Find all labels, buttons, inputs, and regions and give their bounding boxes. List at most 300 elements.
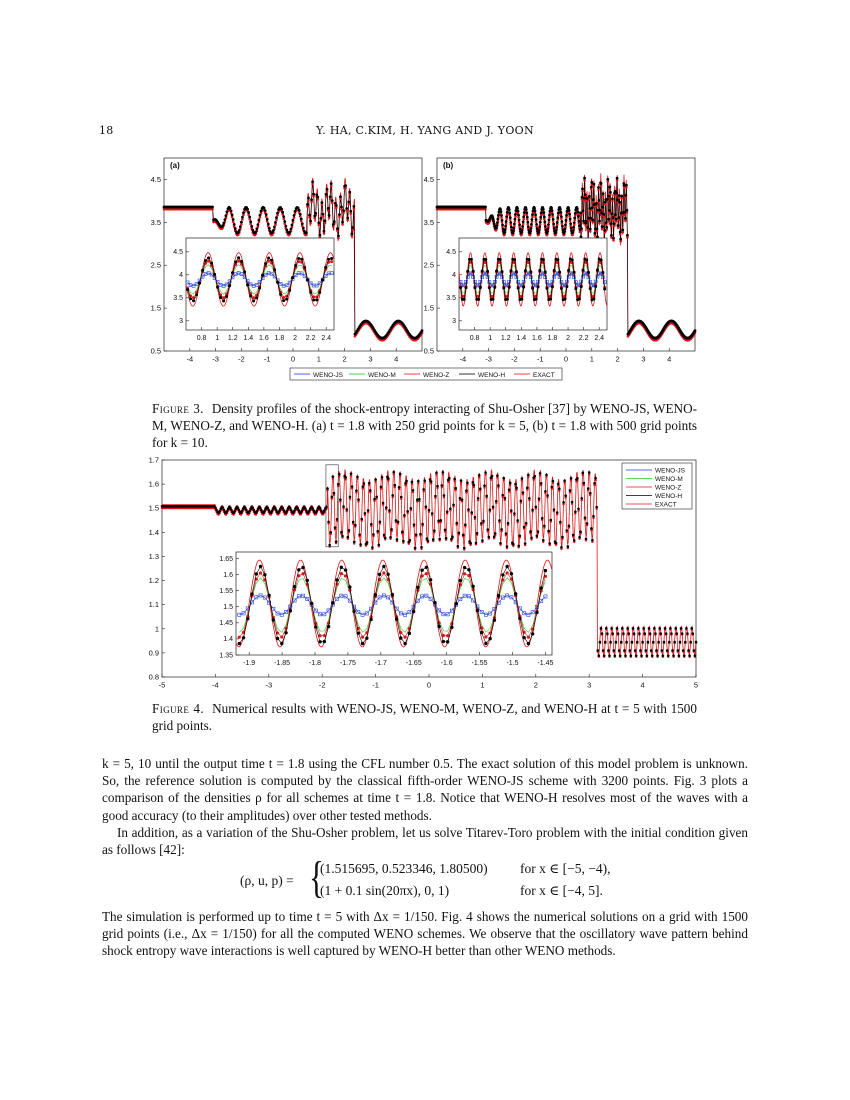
- fig4-weno-h-point: [304, 507, 307, 510]
- fig4-weno-h-point: [620, 641, 623, 644]
- fig4-inset-weno-h-point: [527, 642, 530, 645]
- fig4-weno-h-point: [580, 497, 583, 500]
- paragraph-1: k = 5, 10 until the output time t = 1.8 using the CFL number 0.5. The exact solution of this model problem is unknown. So, the reference solution is computed by the classical fifth-order WENO-JS scheme with 3200 points. Fig. 3 plots a comparison of the densities ρ for all schemes at time t = 1.8. Notice that WENO-H resolves most of the waves with a good accuracy (to their amplitudes) over other tested methods.: [102, 756, 748, 823]
- fig4-weno-h-point: [326, 487, 329, 490]
- fig4-weno-h-point: [263, 510, 266, 513]
- fig4-inset-weno-z-point: [425, 572, 428, 575]
- fig3a-inset-xtick-label: 1.8: [274, 335, 285, 342]
- fig4-weno-h-point: [555, 542, 558, 545]
- fig4-weno-h-point: [507, 522, 510, 525]
- fig4-weno-h-point: [481, 539, 484, 542]
- fig4-weno-h-point: [508, 488, 511, 491]
- fig4-weno-h-point: [400, 496, 403, 499]
- fig4-weno-h-point: [614, 654, 617, 657]
- fig4-inset-ytick-label: 1.65: [219, 555, 233, 563]
- fig4-weno-h-point: [323, 509, 326, 512]
- running-head: Y. HA, C.KIM, H. YANG AND J. YOON: [316, 124, 534, 137]
- fig4-weno-h-point: [482, 520, 485, 523]
- fig4-weno-h-point: [348, 529, 351, 532]
- fig4-inset-weno-h-point: [391, 593, 394, 596]
- fig4-weno-h-point: [603, 654, 606, 657]
- fig4-inset-xtick-label: -1.55: [471, 660, 488, 667]
- fig4-inset-xtick-label: -1.85: [274, 660, 291, 667]
- fig4-inset-weno-h-point: [505, 565, 508, 568]
- fig4-weno-h-point: [530, 537, 533, 540]
- fig4-weno-h-point: [587, 487, 590, 490]
- fig4-inset-weno-h-point: [484, 642, 487, 645]
- fig3a-ytick-label: 3.5: [150, 217, 161, 227]
- fig4-weno-h-point: [404, 482, 407, 485]
- fig4-inset-weno-h-point: [284, 631, 287, 634]
- fig4-weno-h-point: [658, 627, 661, 630]
- fig4-weno-h-point: [631, 641, 634, 644]
- fig4-weno-h-point: [504, 497, 507, 500]
- fig4-inset-weno-h-point: [374, 593, 377, 596]
- fig4-weno-h-point: [479, 488, 482, 491]
- fig4-weno-h-point: [665, 632, 668, 635]
- fig4-weno-h-point: [406, 510, 409, 513]
- fig4-weno-h-point: [516, 519, 519, 522]
- fig4-weno-h-point: [648, 627, 651, 630]
- initial-condition-equation: [240, 853, 640, 902]
- fig4-weno-h-point: [608, 654, 611, 657]
- fig3b-xtick-label: 4: [667, 354, 672, 364]
- fig4-weno-h-point: [638, 632, 641, 635]
- fig4-weno-h-point: [395, 519, 398, 522]
- fig4-weno-h-point: [316, 509, 319, 512]
- fig4-weno-h-point: [661, 649, 664, 652]
- fig4-weno-h-point: [595, 506, 598, 509]
- fig4-weno-h-point: [607, 649, 610, 652]
- equation-lhs: (ρ, u, p) =: [240, 873, 294, 888]
- fig4-inset-weno-h-point: [450, 626, 453, 629]
- fig4-inset-weno-h-point: [301, 566, 304, 569]
- fig4-weno-h-point: [596, 649, 599, 652]
- fig4-weno-h-point: [467, 508, 470, 511]
- fig4-inset-weno-z-point: [506, 571, 509, 574]
- fig4-weno-h-point: [525, 522, 528, 525]
- fig4-weno-h-point: [369, 489, 372, 492]
- fig4-weno-h-point: [259, 507, 262, 510]
- fig3a-ytick-label: 4.5: [150, 174, 161, 184]
- fig4-weno-h-point: [539, 472, 542, 475]
- fig4-weno-h-point: [495, 500, 498, 503]
- fig4-inset-weno-z-point: [293, 588, 296, 591]
- fig4-inset-weno-h-point: [335, 578, 338, 581]
- fig4-weno-h-point: [382, 502, 385, 505]
- fig4-weno-h-point: [226, 510, 229, 513]
- fig4-inset-weno-h-point: [242, 636, 245, 639]
- fig4-weno-h-point: [375, 495, 378, 498]
- fig4-weno-h-point: [513, 512, 516, 515]
- fig4-xtick-label: 1: [480, 680, 485, 690]
- fig4-weno-h-point: [371, 546, 374, 549]
- fig4-weno-h-point: [301, 510, 304, 513]
- fig4-weno-h-point: [569, 489, 572, 492]
- fig4-weno-h-point: [432, 538, 435, 541]
- fig3b-xtick-label: 1: [589, 354, 594, 364]
- fig4-weno-h-point: [443, 494, 446, 497]
- figure-3-legend-label: EXACT: [533, 372, 555, 379]
- fig4-inset-ytick-label: 1.6: [223, 571, 233, 579]
- fig4-weno-h-point: [647, 641, 650, 644]
- fig4-weno-h-point: [549, 519, 552, 522]
- fig4-weno-h-point: [541, 517, 544, 520]
- fig4-weno-h-point: [455, 522, 458, 525]
- fig4-weno-h-point: [559, 521, 562, 524]
- fig4-inset-ytick-label: 1.35: [219, 652, 233, 660]
- fig4-weno-h-point: [476, 532, 479, 535]
- fig4-weno-h-point: [457, 545, 460, 548]
- fig3a-inset-xtick-label: 1: [215, 335, 220, 342]
- fig4-inset-weno-h-point: [480, 631, 483, 634]
- fig4-weno-h-point: [586, 522, 589, 525]
- fig4-weno-h-point: [399, 473, 402, 476]
- fig4-inset-weno-z-point: [404, 636, 407, 639]
- fig4-weno-h-point: [370, 523, 373, 526]
- fig4-weno-h-point: [486, 528, 489, 531]
- fig3b-inset-ytick-label: 4.5: [446, 249, 456, 257]
- fig4-weno-h-point: [442, 471, 445, 474]
- fig3b-inset-xtick-label: 1.4: [516, 335, 527, 342]
- fig4-weno-h-point: [311, 507, 314, 510]
- equation-brace: {: [309, 853, 324, 902]
- fig4-weno-h-point: [366, 541, 369, 544]
- fig4-inset-weno-z-point: [527, 636, 530, 639]
- fig4-weno-h-point: [664, 627, 667, 630]
- fig4-weno-h-point: [536, 535, 539, 538]
- fig4-weno-h-point: [624, 654, 627, 657]
- fig4-weno-h-point: [576, 477, 579, 480]
- fig4-inset-weno-h-point: [331, 601, 334, 604]
- fig3b-inset-xtick-label: 1: [488, 335, 493, 342]
- figure-3-legend-label: WENO-Z: [423, 372, 450, 379]
- fig4-inset-weno-h-point: [403, 642, 406, 645]
- fig4-xtick-label: 3: [587, 680, 592, 690]
- fig4-weno-h-point: [522, 491, 525, 494]
- fig4-weno-h-point: [688, 654, 691, 657]
- fig4-inset-weno-h-point: [357, 631, 360, 634]
- fig4-inset-weno-h-point: [535, 611, 538, 614]
- fig4-weno-h-point: [577, 508, 580, 511]
- fig4-weno-h-point: [501, 494, 504, 497]
- fig4-weno-h-point: [600, 627, 603, 630]
- fig4-weno-h-point: [434, 495, 437, 498]
- fig4-weno-h-point: [351, 485, 354, 488]
- fig4-weno-h-point: [380, 486, 383, 489]
- fig4-inset-weno-z-point: [472, 588, 475, 591]
- fig4-weno-h-point: [562, 501, 565, 504]
- fig4-weno-h-point: [611, 632, 614, 635]
- fig4-weno-h-point: [417, 480, 420, 483]
- fig4-weno-h-point: [505, 532, 508, 535]
- fig4-weno-h-point: [397, 521, 400, 524]
- fig4-weno-h-point: [423, 479, 426, 482]
- fig3a-xtick-label: -1: [263, 354, 271, 364]
- fig4-weno-h-point: [548, 542, 551, 545]
- fig4-weno-h-point: [471, 481, 474, 484]
- fig4-inset-weno-h-point: [446, 640, 449, 643]
- fig4-weno-h-point: [497, 484, 500, 487]
- fig4-weno-h-point: [494, 532, 497, 535]
- fig4-weno-h-point: [561, 536, 564, 539]
- fig4-weno-h-point: [621, 627, 624, 630]
- fig4-weno-h-point: [547, 530, 550, 533]
- fig4-weno-h-point: [510, 509, 513, 512]
- fig4-weno-h-point: [543, 524, 546, 527]
- fig4-weno-h-point: [560, 546, 563, 549]
- fig4-weno-h-point: [230, 509, 233, 512]
- fig4-weno-h-point: [653, 627, 656, 630]
- fig4-weno-h-point: [238, 509, 241, 512]
- fig4-weno-h-point: [633, 632, 636, 635]
- body-text-lower: [102, 908, 748, 960]
- fig4-weno-h-point: [378, 543, 381, 546]
- figure-3-legend-label: WENO-H: [478, 372, 506, 379]
- fig4-inset-weno-h-point: [471, 585, 474, 588]
- fig4-weno-h-point: [518, 535, 521, 538]
- fig4-weno-h-point: [274, 507, 277, 510]
- fig4-inset-ytick-label: 1.55: [219, 587, 233, 595]
- fig4-weno-h-point: [571, 501, 574, 504]
- fig4-weno-h-point: [381, 476, 384, 479]
- fig4-weno-h-point: [690, 627, 693, 630]
- fig4-inset-weno-h-point: [259, 565, 262, 568]
- fig4-weno-h-point: [339, 498, 342, 501]
- fig4-inset-weno-h-point: [408, 632, 411, 635]
- fig4-inset-weno-h-point: [365, 637, 368, 640]
- fig4-weno-h-point: [601, 632, 604, 635]
- fig4-weno-h-point: [356, 476, 359, 479]
- fig4-weno-h-point: [639, 649, 642, 652]
- fig4-weno-h-point: [557, 483, 560, 486]
- equation-condition-2: for x ∈ [−4, 5].: [520, 883, 603, 898]
- fig4-weno-h-point: [602, 649, 605, 652]
- fig4-inset-weno-h-point: [255, 572, 258, 575]
- fig4-weno-h-point: [617, 632, 620, 635]
- fig4-xtick-label: -2: [318, 680, 326, 690]
- figure-3-legend-label: WENO-JS: [313, 372, 343, 379]
- fig4-inset-weno-h-point: [250, 592, 253, 595]
- fig4-inset-ytick-label: 1.45: [219, 620, 233, 628]
- fig4-weno-h-point: [405, 480, 408, 483]
- fig4-weno-h-point: [333, 492, 336, 495]
- fig4-weno-h-point: [354, 524, 357, 527]
- fig4-weno-h-point: [446, 510, 449, 513]
- fig4-inset-weno-h-point: [501, 573, 504, 576]
- fig4-weno-h-point: [533, 475, 536, 478]
- fig4-weno-h-point: [469, 542, 472, 545]
- figure-3-legend-label: WENO-M: [368, 372, 396, 379]
- fig4-weno-h-point: [584, 516, 587, 519]
- fig4-inset-weno-h-point: [454, 602, 457, 605]
- fig4-weno-h-point: [509, 482, 512, 485]
- figure-4-legend-label: EXACT: [655, 501, 677, 509]
- fig4-weno-h-point: [408, 539, 411, 542]
- fig4-weno-h-point: [349, 496, 352, 499]
- fig4-weno-h-point: [563, 480, 566, 483]
- fig4-weno-h-point: [592, 515, 595, 518]
- fig3b-xtick-label: 2: [615, 354, 620, 364]
- fig4-weno-h-point: [331, 496, 334, 499]
- fig4-weno-h-point: [683, 654, 686, 657]
- fig4-weno-h-point: [475, 541, 478, 544]
- fig4-weno-h-point: [492, 506, 495, 509]
- fig3a-inset-xtick-label: 2: [293, 335, 298, 342]
- fig4-weno-h-point: [674, 627, 677, 630]
- fig3a-xtick-label: 0: [290, 354, 296, 364]
- fig4-weno-h-point: [623, 649, 626, 652]
- fig4-xtick-label: 4: [640, 680, 645, 690]
- fig4-inset-weno-h-point: [514, 592, 517, 595]
- fig4-weno-h-point: [689, 641, 692, 644]
- fig4-weno-h-point: [590, 527, 593, 530]
- page-number: 18: [99, 124, 114, 137]
- figure-3-caption-text: Density profiles of the shock-entropy interacting of Shu-Osher [37] by WENO-JS, WENO-M, WENO-Z, and WENO-H. (a) t = 1.8 with 250 grid points for k = 5, (b) t = 1.8 with 500 grid points for k = 10.: [152, 401, 697, 450]
- fig4-inset-weno-h-point: [238, 642, 241, 645]
- fig4-weno-h-point: [334, 526, 337, 529]
- fig4-weno-h-point: [308, 509, 311, 512]
- fig4-inset-xtick-label: -1.7: [374, 660, 387, 667]
- fig4-weno-h-point: [410, 507, 413, 510]
- fig4-inset-ytick-label: 1.4: [223, 636, 233, 644]
- fig4-inset-weno-h-point: [297, 568, 300, 571]
- fig4-inset-weno-h-point: [510, 572, 513, 575]
- fig4-weno-h-point: [347, 536, 350, 539]
- fig4-weno-h-point: [695, 641, 698, 644]
- fig3b-ytick-label: 4.5: [423, 174, 434, 184]
- fig4-weno-h-point: [694, 654, 697, 657]
- fig4-weno-h-point: [435, 472, 438, 475]
- fig4-inset-weno-z-point: [463, 572, 466, 575]
- fig4-weno-h-point: [655, 649, 658, 652]
- fig4-weno-h-point: [615, 641, 618, 644]
- fig4-weno-h-point: [627, 632, 630, 635]
- figure-4-legend-label: WENO-Z: [655, 484, 682, 492]
- fig3a-inset-ytick-label: 3.5: [173, 295, 183, 303]
- fig4-inset-weno-h-point: [467, 568, 470, 571]
- fig4-weno-h-point: [367, 509, 370, 512]
- fig4-weno-h-point: [668, 641, 671, 644]
- fig4-weno-h-point: [439, 519, 442, 522]
- fig4-weno-h-point: [327, 520, 330, 523]
- fig4-ytick-label: 1.5: [148, 503, 159, 513]
- fig3b-xtick-label: 0: [563, 354, 569, 364]
- fig4-weno-h-point: [672, 654, 675, 657]
- fig4-weno-h-point: [656, 654, 659, 657]
- fig4-weno-h-point: [523, 526, 526, 529]
- fig4-weno-h-point: [679, 641, 682, 644]
- fig4-weno-h-point: [567, 545, 570, 548]
- fig4-inset-weno-h-point: [420, 569, 423, 572]
- fig4-weno-h-point: [448, 477, 451, 480]
- fig4-weno-h-point: [296, 507, 299, 510]
- fig4-weno-h-point: [445, 537, 448, 540]
- fig4-weno-h-point: [462, 534, 465, 537]
- fig4-weno-h-point: [685, 627, 688, 630]
- fig4-weno-h-point: [396, 538, 399, 541]
- fig4-inset-weno-h-point: [352, 610, 355, 613]
- fig4-weno-h-point: [598, 654, 601, 657]
- fig4-weno-h-point: [626, 627, 629, 630]
- paragraph-3: The simulation is performed up to time t = 5 with Δx = 1/150. Fig. 4 shows the numerical solutions on a grid with 1500 grid points (i.e., Δx = 1/150) for all the computed WENO schemes. We observe that the oscillatory wave pattern behind shock entropy wave interactions is well captured by WENO-H better than other WENO methods.: [102, 909, 748, 959]
- fig4-weno-h-point: [458, 532, 461, 535]
- fig4-weno-h-point: [529, 530, 532, 533]
- fig4-weno-h-point: [385, 506, 388, 509]
- fig4-weno-h-point: [588, 471, 591, 474]
- fig4-weno-h-point: [229, 506, 232, 509]
- fig4-weno-h-point: [401, 531, 404, 534]
- fig4-weno-h-point: [645, 649, 648, 652]
- fig4-weno-h-point: [654, 632, 657, 635]
- fig4-xtick-label: -5: [158, 680, 166, 690]
- fig4-weno-h-point: [485, 495, 488, 498]
- fig4-weno-h-point: [558, 487, 561, 490]
- fig4-weno-h-point: [637, 627, 640, 630]
- fig4-inset-weno-h-point: [246, 617, 249, 620]
- fig4-weno-h-point: [319, 507, 322, 510]
- fig4-weno-h-point: [449, 507, 452, 510]
- fig4-weno-h-point: [450, 538, 453, 541]
- fig4-inset-weno-h-point: [318, 640, 321, 643]
- fig4-inset-weno-h-point: [369, 618, 372, 621]
- fig4-weno-h-point: [390, 528, 393, 531]
- fig3a-xtick-label: -3: [212, 354, 219, 364]
- fig3b-panel-label: (b): [443, 161, 454, 170]
- fig4-weno-h-point: [564, 494, 567, 497]
- figure-4-legend-label: WENO-JS: [655, 467, 685, 475]
- fig3b-ytick-label: 1.5: [423, 303, 434, 313]
- fig3a-panel-label: (a): [170, 161, 180, 170]
- fig4-inset-xtick-label: -1.8: [308, 660, 322, 667]
- fig3a-inset-ytick-label: 4: [179, 272, 183, 280]
- fig4-ytick-label: 1.4: [148, 527, 159, 537]
- fig3b-ytick-label: 0.5: [423, 346, 434, 356]
- fig4-weno-h-point: [251, 507, 254, 510]
- fig4-weno-h-point: [535, 505, 538, 508]
- fig4-weno-h-point: [666, 649, 669, 652]
- fig4-weno-h-point: [222, 506, 225, 509]
- fig4-weno-h-point: [551, 486, 554, 489]
- fig4-weno-h-point: [650, 649, 653, 652]
- fig4-weno-h-point: [491, 475, 494, 478]
- fig3a-inset-xtick-label: 1.6: [259, 335, 269, 342]
- fig4-weno-h-point: [663, 641, 666, 644]
- fig4-weno-h-point: [521, 477, 524, 480]
- fig4-weno-h-point: [360, 518, 363, 521]
- fig4-weno-h-point: [421, 523, 424, 526]
- fig3b-inset-xtick-label: 1.2: [500, 335, 511, 342]
- fig4-weno-h-point: [344, 476, 347, 479]
- fig4-weno-h-point: [599, 641, 602, 644]
- fig4-weno-h-point: [281, 507, 284, 510]
- fig4-inset-weno-h-point: [293, 585, 296, 588]
- fig4-inset-weno-h-point: [544, 569, 547, 572]
- fig4-weno-h-point: [585, 537, 588, 540]
- fig4-weno-h-point: [441, 484, 444, 487]
- fig3a-inset-ytick-label: 4.5: [173, 249, 183, 257]
- fig4-inset-weno-h-point: [306, 579, 309, 582]
- fig4-weno-h-point: [424, 505, 427, 508]
- fig4-weno-h-point: [244, 507, 247, 510]
- fig4-weno-h-point: [542, 539, 545, 542]
- fig4-weno-h-point: [640, 654, 643, 657]
- fig4-weno-h-point: [373, 498, 376, 501]
- fig4-weno-h-point: [500, 528, 503, 531]
- fig4-weno-h-point: [335, 540, 338, 543]
- fig4-weno-h-point: [245, 509, 248, 512]
- fig4-weno-h-point: [667, 654, 670, 657]
